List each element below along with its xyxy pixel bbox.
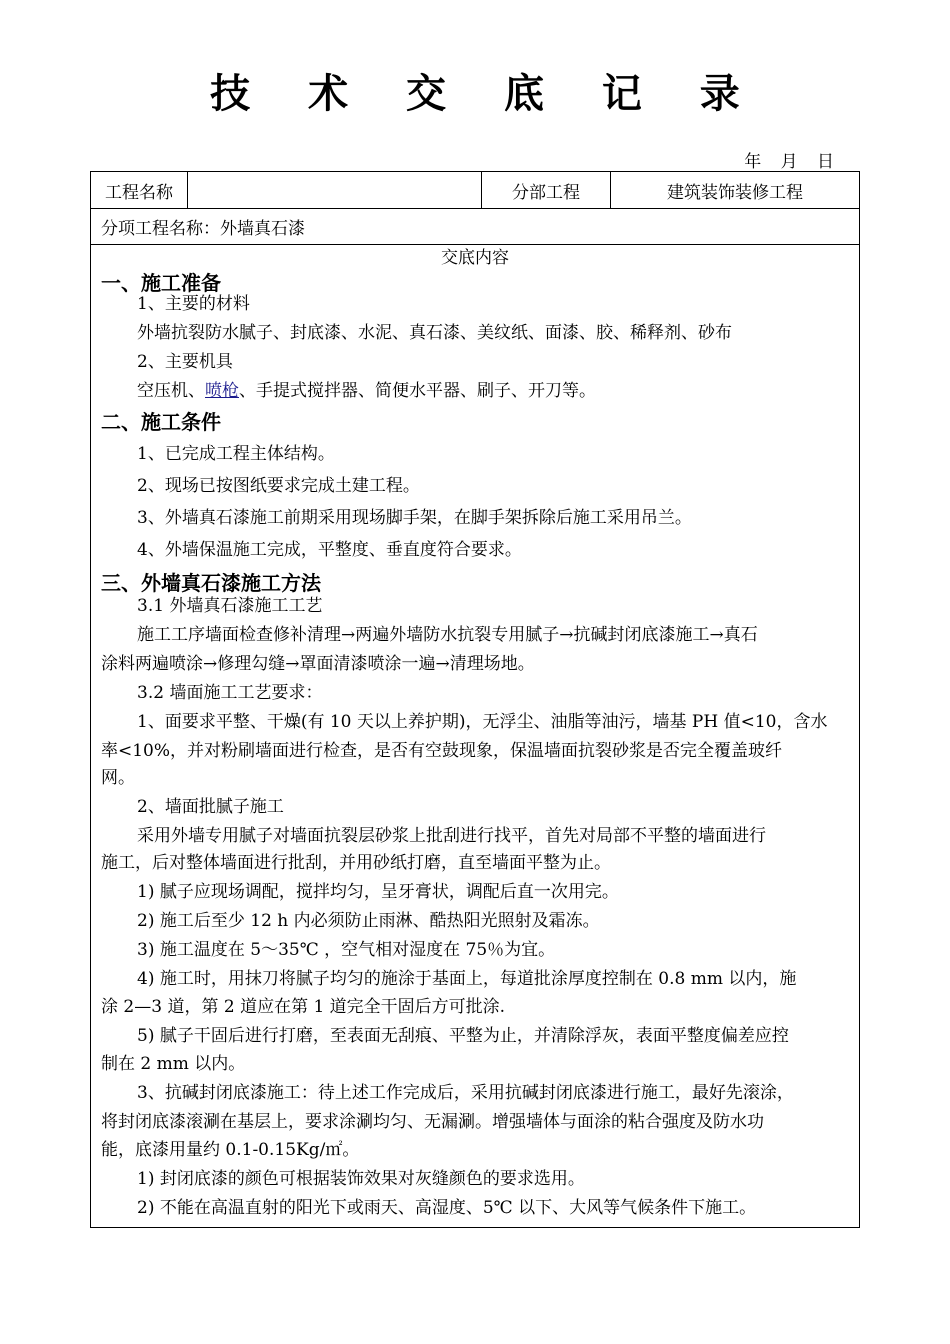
text-line: 1) 封闭底漆的颜色可根据装饰效果对灰缝颜色的要求选用。: [137, 1169, 585, 1189]
text-line: 3) 施工温度在 5～35℃ ，空气相对湿度在 75％为宜。: [137, 940, 556, 960]
condition-item: 2、现场已按图纸要求完成土建工程。: [137, 476, 420, 496]
tools-text-after: 、手提式搅拌器、简便水平器、刷子、开刀等。: [239, 381, 596, 401]
division-label: 分部工程: [482, 172, 611, 208]
project-name-label: 工程名称: [91, 172, 188, 208]
text-line: 5) 腻子干固后进行打磨，至表面无刮痕、平整为止，并清除浮灰，表面平整度偏差应控: [137, 1026, 789, 1046]
text-line: 将封闭底漆滚涮在基层上，要求涂涮均匀、无漏涮。增强墙体与面涂的粘合强度及防水功: [101, 1112, 764, 1132]
division-value: 建筑装饰装修工程: [667, 182, 803, 203]
text-line: 3.2 墙面施工工艺要求：: [137, 683, 323, 703]
section-3-title: 三、外墙真石漆施工方法: [101, 571, 321, 595]
tools-list: [137, 380, 596, 402]
text-line: 率<10%，并对粉刷墙面进行检查，是否有空鼓现象，保温墙面抗裂砂浆是否完全覆盖玻纤: [101, 741, 783, 761]
materials-title: 1、主要的材料: [137, 294, 250, 314]
date-field: 年 月 日: [744, 152, 836, 172]
text-line: 采用外墙专用腻子对墙面抗裂层砂浆上批刮进行找平，首先对局部不平整的墙面进行: [137, 826, 766, 846]
condition-item: 1、已完成工程主体结构。: [137, 444, 335, 464]
text-line: 网。: [101, 768, 135, 788]
text-line: 施工，后对整体墙面进行批刮，并用砂纸打磨，直至墙面平整为止。: [101, 853, 611, 873]
header-row: [91, 172, 859, 209]
tools-title: 2、主要机具: [137, 352, 233, 372]
text-line: 能，底漆用量约 0.1-0.15Kg/㎡。: [101, 1140, 360, 1160]
text-line: 涂 2—3 道，第 2 道应在第 1 道完全干固后方可批涂.: [101, 997, 506, 1017]
text-line: 制在 2 mm 以内。: [101, 1054, 246, 1074]
project-name-value[interactable]: [188, 172, 482, 208]
text-line: 3、抗碱封闭底漆施工：待上述工作完成后，采用抗碱封闭底漆进行施工，最好先滚涂，: [137, 1083, 794, 1103]
text-line: 2、墙面批腻子施工: [137, 797, 284, 817]
text-line: 2) 不能在高温直射的阳光下或雨天、高湿度、5℃ 以下、大风等气候条件下施工。: [137, 1198, 757, 1218]
text-line: 涂料两遍喷涂→修理勾缝→罩面清漆喷涂一遍→清理场地。: [101, 654, 535, 674]
section-2-title: 二、施工条件: [101, 410, 221, 434]
section-1-title: 一、施工准备: [101, 271, 221, 295]
tools-text-before: 空压机、: [137, 381, 205, 401]
document-title: 技 术 交 底 记 录: [210, 71, 762, 117]
materials-list: 外墙抗裂防水腻子、封底漆、水泥、真石漆、美纹纸、面漆、胶、稀释剂、砂布: [137, 323, 732, 343]
condition-item: 3、外墙真石漆施工前期采用现场脚手架，在脚手架拆除后施工采用吊兰。: [137, 508, 692, 528]
record-table: [90, 171, 860, 1228]
text-line: 1) 腻子应现场调配，搅拌均匀，呈牙膏状，调配后直一次用完。: [137, 882, 619, 902]
content-heading: 交底内容: [441, 248, 509, 268]
text-line: 1、面要求平整、干燥(有 10 天以上养护期)，无浮尘、油脂等油污，墙基 PH 值<10，含水: [137, 712, 828, 732]
subitem-name: 分项工程名称：外墙真石漆: [101, 219, 305, 239]
spray-gun-link[interactable]: 喷枪: [205, 381, 239, 401]
subitem-row: [91, 209, 859, 245]
condition-item: 4、外墙保温施工完成，平整度、垂直度符合要求。: [137, 540, 522, 560]
text-line: 施工工序墙面检查修补清理→两遍外墙防水抗裂专用腻子→抗碱封闭底漆施工→真石: [137, 625, 758, 645]
text-line: 4) 施工时，用抹刀将腻子均匀的施涂于基面上，每道批涂厚度控制在 0.8 mm 以内，施: [137, 969, 797, 989]
text-line: 3.1 外墙真石漆施工工艺: [137, 596, 323, 616]
text-line: 2) 施工后至少 12 h 内必须防止雨淋、酷热阳光照射及霜冻。: [137, 911, 600, 931]
